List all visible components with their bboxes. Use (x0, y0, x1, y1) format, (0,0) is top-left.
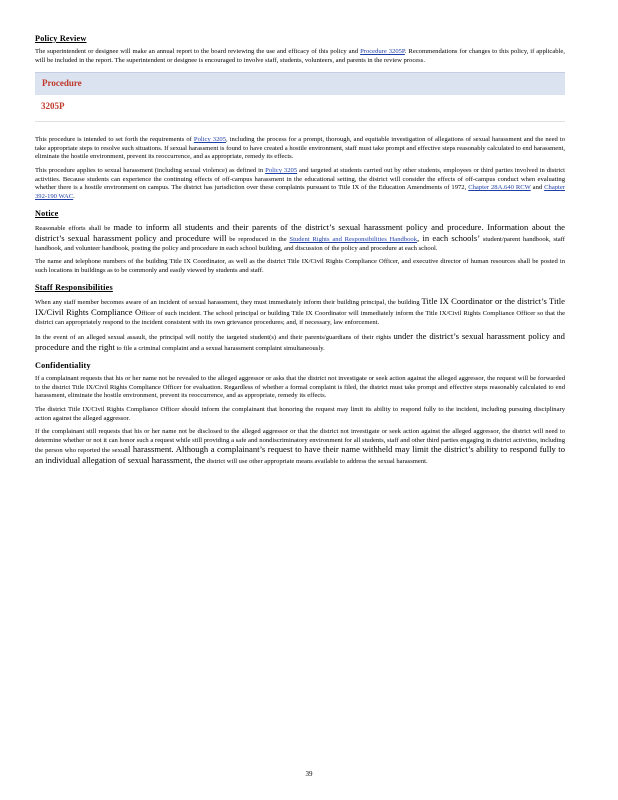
notice-paragraph-2: The name and telephone numbers of the building Title IX Coordinator, as well as the district Title IX/Civil Rights Compliance Officer, and executive director of human resources shall be posted in such locations in buildings as to be commonly and easily viewed by students and staff. (35, 258, 565, 274)
confidentiality-paragraph-2: The district Title IX/Civil Rights Compliance Officer should inform the complainant that honoring the request may limit its ability to respond fully to the incident, including pursuing disciplinary action against the alleged aggressor. (35, 406, 565, 422)
page-number: 39 (305, 770, 313, 778)
staff-paragraph-2: In the event of an alleged sexual assault, the principal will notify the targeted student(s) and their parents/guardians of their rights under the district’s sexual harassment policy and procedure and the right to file a criminal complaint and a sexual harassment complaint simultaneously. (35, 331, 565, 352)
policy-review-paragraph: The superintendent or designee will make an annual report to the board reviewing the use and efficacy of this policy and Procedure 3205P. Recommendations for changes to this policy, if applicable, will be included in the report. The superintendent or designee is encouraged to involve staff, students, volunteers, and parents in the review process. (35, 48, 565, 64)
student-handbook-link[interactable]: Student Rights and Responsibilities Handbook (289, 235, 418, 243)
policy-3205-link[interactable]: Policy 3205 (193, 136, 226, 144)
document-page (35, 34, 565, 472)
procedure-paragraph-1: This procedure is intended to set forth the requirements of Policy 3205, including the process for a prompt, thorough, and equitable investigation of allegations of sexual harassment and the need to take appropriate steps to resolve such situations. If sexual harassment is found to have created a hostile environment, staff must take prompt and effective steps reasonably calculated to end harassment, eliminate the hostile environment, prevent its reoccurrence, and as appropriate, remedy its effects. (35, 136, 566, 161)
procedure-number: 3205P (41, 101, 65, 112)
notice-paragraph-1: Reasonable efforts shall be made to inform all students and their parents of the district’s sexual harassment policy and procedure. Information about the district’s sexual harassment policy and procedure will be reproduced in the Student Rights and Responsibilities Handbook, in each schools’ student/parent handbook, staff handbook, and volunteer handbook, posting the policy and procedure in each school building, and discussion of the policy and procedure at each school. (35, 222, 565, 252)
confidentiality-paragraph-3: If the complainant still requests that his or her name not be disclosed to the alleged aggressor or that the district not investigate or seek action against the alleged aggressor, the district will need to determine whether or not it can honor such a request while still providing a safe and nondiscriminatory environment for all students, staff and other third parties engaging in district activities, including the person who reported the sexual harassment. Although a complainant’s request to have their name withheld may limit the district’s ability to respond fully to an individual allegation of sexual harassment, the district will use other appropriate means available to address the sexual harassment. (35, 428, 565, 466)
wac-link[interactable]: Chapter 392-190 WAC (35, 184, 565, 200)
confidentiality-paragraph-1: If a complainant requests that his or her name not be revealed to the alleged aggressor or asks that the district not investigate or seek action against the alleged aggressor, the request will be forwarded to the district Title IX/Civil Rights Compliance Officer for evaluation. Regardless of whether a formal complaint is filed, the district must take prompt and effective steps reasonably calculated to end harassment, eliminate the hostile environment, prevent its reoccurrence, and as appropriate, remedy its effects. (35, 375, 565, 400)
notice-heading: Notice (35, 209, 59, 219)
rcw-link[interactable]: Chapter 28A.640 RCW (468, 184, 531, 192)
divider (35, 121, 565, 122)
staff-paragraph-1: When any staff member becomes aware of an incident of sexual harassment, they must immediately inform their building principal, the building Title IX Coordinator or the district’s Title IX/Civil Rights Compliance Officer of such incident. The school principal or building Title IX Coordinator will immediately inform the Title IX/Civil Rights Compliance Officer so that the district can appropriately respond to the incident consistent with its own grievance procedures; and, if necessary, law enforcement. (35, 296, 565, 326)
procedure-banner (35, 72, 565, 95)
confidentiality-heading: Confidentiality (35, 361, 91, 371)
staff-responsibilities-heading: Staff Responsibilities (35, 283, 113, 293)
procedure-banner-title: Procedure (42, 78, 82, 89)
procedure-3205p-link[interactable]: Procedure 3205P (360, 48, 405, 55)
procedure-paragraph-2: This procedure applies to sexual harassment (including sexual violence) as defined in Policy 3205 and targeted at students carried out by other students, employees or third parties involved in district activities. Because students can experience the continuing effects of off-campus harassment in the educational setting, the district will consider the effects of off-campus conduct when evaluating whether there is a hostile environment on campus. The district has jurisdiction over these complaints pursuant to Title IX of the Education Amendments of 1972, Chapter 28A.640 RCW and Chapter 392-190 WAC. (35, 166, 566, 200)
policy-review-heading: Policy Review (35, 34, 87, 43)
policy-3205-link-2[interactable]: Policy 3205 (265, 166, 298, 174)
